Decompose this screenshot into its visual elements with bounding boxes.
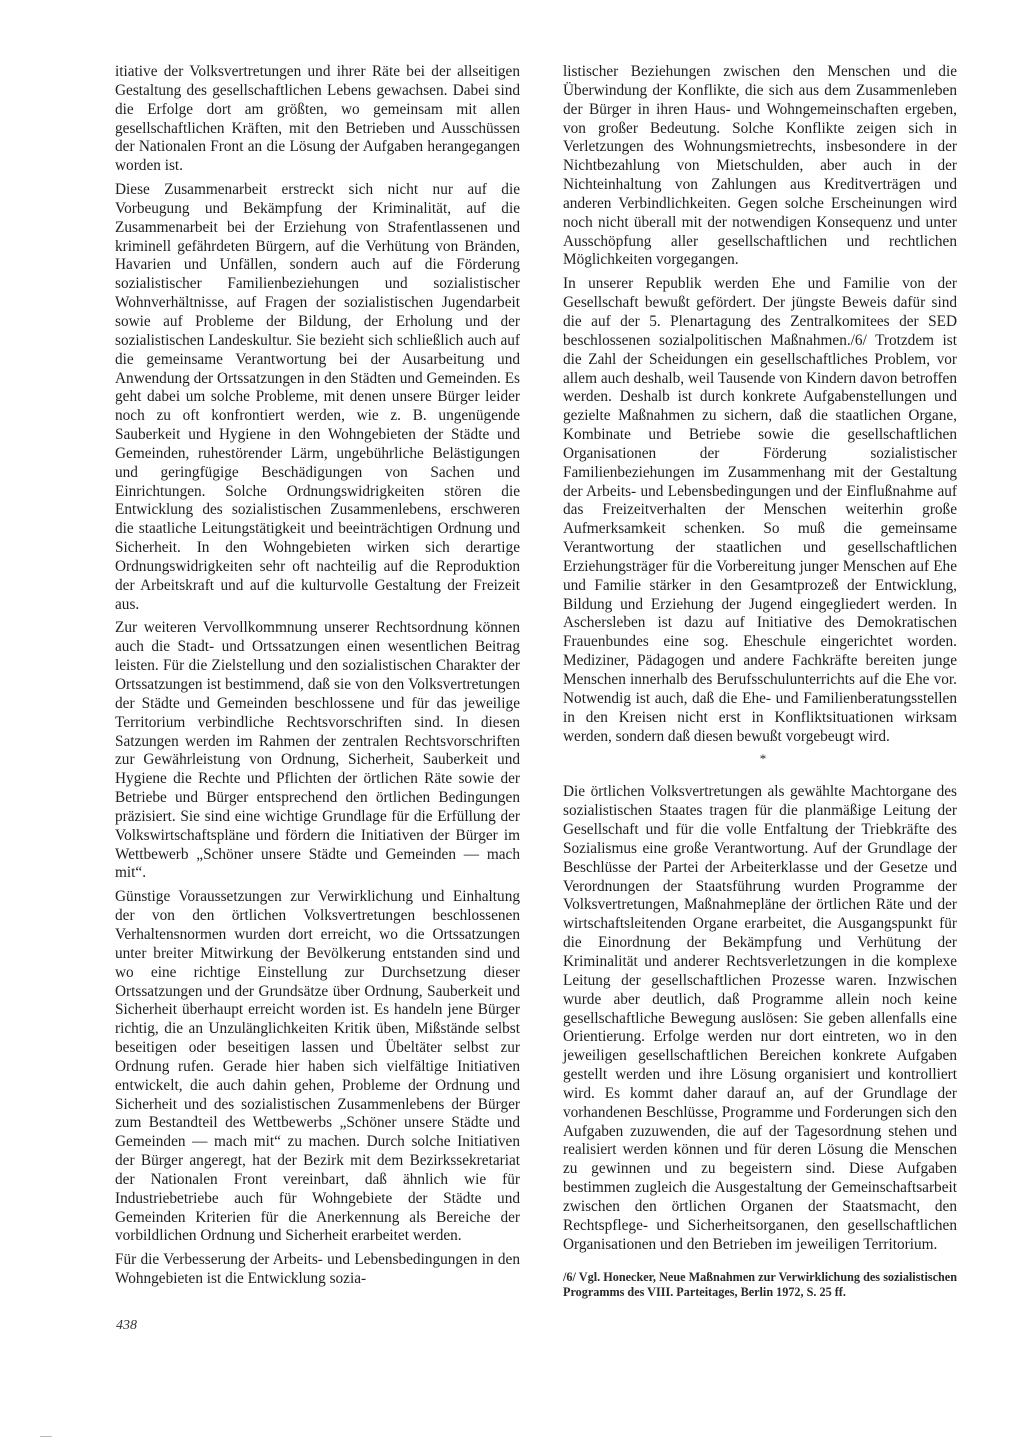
paragraph: listischer Beziehungen zwischen den Menschen und die Überwindung der Konflikte, die sich aus dem Zusammenleben der Bürger in ihren Haus- und Wohngemeinschaften ergeben, von großer Bedeutung. Solche Konflikte zeigen sich in Verletzungen des Wohnungsmietrechts, insbesondere in der Nichtbezahlung von Mietschulden, aber auch in der Nichteinhaltung von Zahlungen aus Kreditverträgen und anderen Verbindlichkeiten. Gegen solche Erscheinungen wird noch nicht überall mit der notwendigen Konsequenz und unter Ausschöpfung aller gesellschaftlichen und rechtlichen Möglichkeiten vorgegangen.	[563, 63, 957, 269]
paragraph: Diese Zusammenarbeit erstreckt sich nicht nur auf die Vorbeugung und Bekämpfung der Kriminalität, auf die Zusammenarbeit bei der Erziehung von Strafentlassenen und kriminell gefährdeten Bürgern, auf die Verhütung von Bränden, Havarien und Unfällen, sondern auch auf die Förderung sozialistischer Familienbeziehungen und sozialistischer Wohnverhältnisse, auf Fragen der sozialistischen Jugendarbeit sowie auf Probleme der Bildung, der Erholung und der sozialistischen Landeskultur. Sie bezieht sich schließlich auch auf die gemeinsame Verantwortung bei der Ausarbeitung und Anwendung der Ortssatzungen in den Städten und Gemeinden. Es geht dabei um solche Probleme, mit denen unsere Bürger leider noch zu oft konfrontiert werden, wie z. B. ungenügende Sauberkeit und Hygiene in den Wohngebieten der Städte und Gemeinden, ruhestörender Lärm, ungebührliche Belästigungen und geringfügige Beschädigungen von Sachen und Einrichtungen. Solche Ordnungswidrigkeiten stören die Entwicklung des sozialistischen Zusammenlebens, erschweren die staatliche Leitungstätigkeit und beeinträchtigen Ordnung und Sicherheit. In den Wohngebieten wirken sich derartige Ordnungswidrigkeiten sehr oft nachteilig auf die Reproduktion der Arbeitskraft und auf die kulturvolle Gestaltung der Freizeit aus.	[115, 181, 520, 613]
footnote: /6/ Vgl. Honecker, Neue Maßnahmen zur Verwirklichung des sozialistischen Programms des VIII. Parteitages, Berlin 1972, S. 25 ff.	[563, 1270, 957, 1300]
left-column	[115, 63, 520, 1289]
right-column	[563, 63, 957, 1300]
paragraph: Für die Verbesserung der Arbeits- und Lebensbedingungen in den Wohngebieten ist die Entwicklung sozia-	[115, 1251, 520, 1288]
paragraph: Die örtlichen Volksvertretungen als gewählte Machtorgane des sozialistischen Staates tragen für die planmäßige Leitung der Gesellschaft und für die volle Entfaltung der Triebkräfte des Sozialismus eine große Verantwortung. Auf der Grundlage der Beschlüsse der Partei der Arbeiterklasse und der Gesetze und Verordnungen der Staatsführung wurden Programme der Volksvertretungen, Maßnahmepläne der örtlichen Räte und der wirtschaftsleitenden Organe erarbeitet, die Ausgangspunkt für die Einordnung der Bekämpfung und Verhütung der Kriminalität und anderer Rechtsverletzungen in die komplexe Leitung der gesellschaftlichen Prozesse waren. Inzwischen wurde aber deutlich, daß Programme allein noch keine gesellschaftliche Bewegung auslösen: Sie geben allenfalls eine Orientierung. Erfolge werden nur dort eintreten, wo in den jeweiligen gesellschaftlichen Bereichen konkrete Aufgaben gestellt werden und ihre Lösung organisiert und kontrolliert wird. Es kommt daher darauf an, auf der Grundlage der vorhandenen Beschlüsse, Programme und Forderungen sich den Aufgaben zuzuwenden, die auf der Tagesordnung stehen und realisiert werden können und für deren Lösung die Menschen zu gewinnen und zu begeistern sind. Diese Aufgaben bestimmen zugleich die Ausgestaltung der Gemeinschaftsarbeit zwischen den örtlichen Organen der Staatsmacht, den Rechtspflege- und Sicherheitsorganen, den gesellschaftlichen Organisationen und den Betrieben im jeweiligen Territorium.	[563, 783, 957, 1253]
paragraph: Günstige Voraussetzungen zur Verwirklichung und Einhaltung der von den örtlichen Volksvertretungen beschlossenen Verhaltensnormen wurden dort erreicht, wo die Ortssatzungen unter breiter Mitwirkung der Bevölkerung entstanden sind und wo eine richtige Einstellung zur Durchsetzung dieser Ortssatzungen und der Grundsätze über Ordnung, Sauberkeit und Sicherheit überhaupt erreicht worden ist. Es handeln jene Bürger richtig, die an Unzulänglichkeiten Kritik üben, Mißstände selbst beseitigen oder beseitigen lassen und Übeltäter selbst zur Ordnung rufen. Gerade hier haben sich vielfältige Initiativen entwickelt, die auch dahin gehen, Probleme der Ordnung und Sicherheit und des sozialistischen Zusammenlebens der Bürger zum Bestandteil des Wettbewerbs „Schöner unsere Städte und Gemeinden — mach mit“ zu machen. Durch solche Initiativen der Bürger angeregt, hat der Bezirk mit dem Bezirkssekretariat der Nationalen Front vereinbart, daß ähnlich wie für Industriebetriebe auch für Wohngebiete der Städte und Gemeinden Kriterien für die Anerkennung als Bereiche der vorbildlichen Ordnung und Sicherheit erarbeitet werden.	[115, 888, 520, 1245]
scan-mark	[40, 1436, 52, 1437]
section-separator: *	[759, 751, 767, 767]
page-number: 438	[116, 1318, 137, 1333]
paragraph: itiative der Volksvertretungen und ihrer Räte bei der allseitigen Gestaltung des gesellschaftlichen Lebens gewachsen. Dabei sind die Erfolge dort am größten, wo gemeinsam mit allen gesellschaftlichen Kräften, mit den Betrieben und Ausschüssen der Nationalen Front an die Lösung der Aufgaben herangegangen worden ist.	[115, 63, 520, 175]
paragraph: In unserer Republik werden Ehe und Familie von der Gesellschaft bewußt gefördert. Der jüngste Beweis dafür sind die auf der 5. Plenartagung des Zentralkomitees der SED beschlossenen sozialpolitischen Maßnahmen./6/ Trotzdem ist die Zahl der Scheidungen ein gesellschaftliches Problem, vor allem auch deshalb, weil Tausende von Kindern davon betroffen werden. Deshalb ist durch konkrete Aufgabenstellungen und gezielte Maßnahmen zu sichern, daß die staatlichen Organe, Kombinate und Betriebe sowie die gesellschaftlichen Organisationen der Förderung sozialistischer Familienbeziehungen im Zusammenhang mit der Gestaltung der Arbeits- und Lebensbedingungen und der Einflußnahme auf das Freizeitverhalten der Menschen weiterhin große Aufmerksamkeit schenken. So muß die gemeinsame Verantwortung der staatlichen und gesellschaftlichen Erziehungsträger für die Vorbereitung junger Menschen auf Ehe und Familie stärker in den Gesamtprozeß der Entwicklung, Bildung und Erziehung der Jugend eingegliedert werden. In Aschersleben ist dazu auf Initiative des Demokratischen Frauenbundes eine sog. Eheschule eingerichtet worden. Mediziner, Pädagogen und andere Fachkräfte bereiten junge Menschen innerhalb des Berufsschulunterrichts auf die Ehe vor. Notwendig ist auch, daß die Ehe- und Familienberatungsstellen in den Kreisen nicht erst in Konfliktsituationen wirksam werden, sondern daß diesen bewußt vorgebeugt wird.	[563, 275, 957, 745]
paragraph: Zur weiteren Vervollkommnung unserer Rechtsordnung können auch die Stadt- und Ortssatzungen einen wesentlichen Beitrag leisten. Für die Zielstellung und den sozialistischen Charakter der Ortssatzungen ist bestimmend, daß sie von den Volksvertretungen der Städte und Gemeinden beschlossene und für das jeweilige Territorium verbindliche Rechtsvorschriften sind. In diesen Satzungen werden im Rahmen der zentralen Rechtsvorschriften zur Gewährleistung von Ordnung, Sicherheit, Sauberkeit und Hygiene die Rechte und Pflichten der örtlichen Räte sowie der Betriebe und Bürger entsprechend den örtlichen Bedingungen präzisiert. Sie sind eine wichtige Grundlage für die Erfüllung der Volkswirtschaftspläne und fördern die Initiativen der Bürger im Wettbewerb „Schöner unsere Städte und Gemeinden — mach mit“.	[115, 619, 520, 882]
